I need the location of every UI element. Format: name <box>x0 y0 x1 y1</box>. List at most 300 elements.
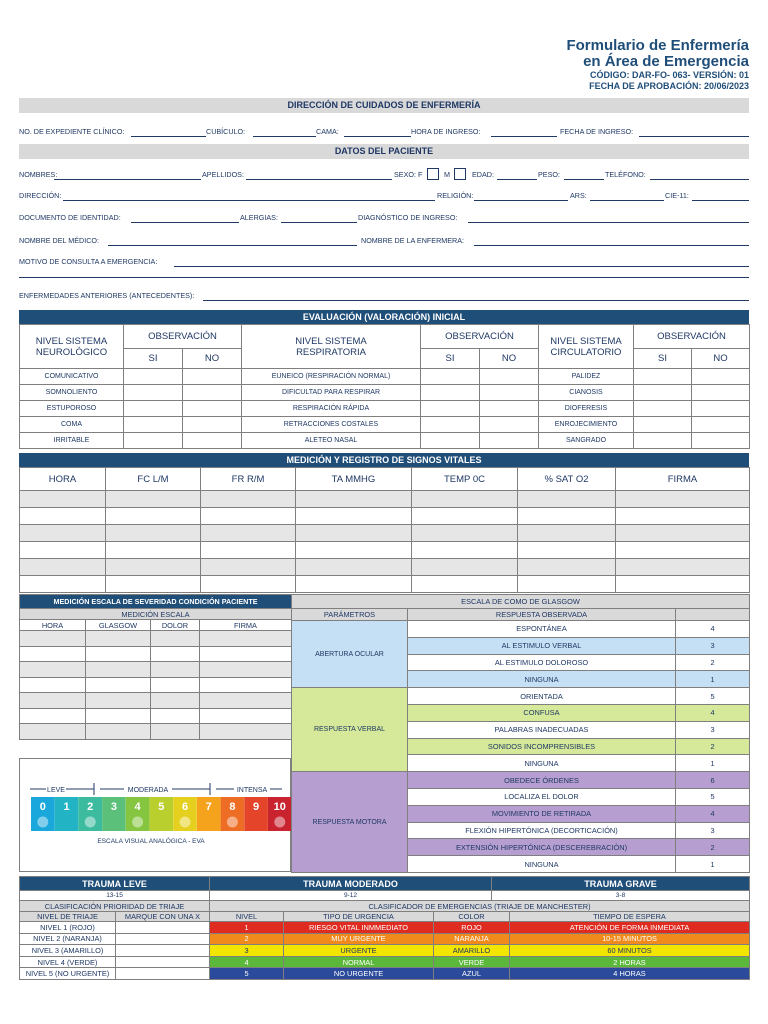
form-title-line1: Formulario de Enfermería <box>566 37 749 54</box>
triaje-n: 1 <box>210 922 284 934</box>
glasgow-score: 1 <box>676 671 750 688</box>
signos-cell[interactable] <box>616 559 750 576</box>
resp-no-header: NO <box>480 349 539 369</box>
glasgow-response: ESPONTÁNEA <box>408 621 676 638</box>
glasgow-score: 4 <box>676 805 750 822</box>
hora-ingreso-field[interactable] <box>491 136 557 137</box>
circ-no-header: NO <box>692 349 750 369</box>
eva-scale <box>19 758 291 872</box>
edad-label: EDAD: <box>472 170 494 179</box>
eva-number: 5 <box>158 801 165 813</box>
signos-col-header: % SAT O2 <box>518 468 616 491</box>
glasgow-response: FLEXIÓN HIPERTÓNICA (DECORTICACIÓN) <box>408 822 676 839</box>
medico-label: NOMBRE DEL MÉDICO: <box>19 236 100 245</box>
signos-title: MEDICIÓN Y REGISTRO DE SIGNOS VITALES <box>19 453 749 467</box>
glasgow-response: NINGUNA <box>408 671 676 688</box>
severidad-row <box>20 662 292 678</box>
eva-svg <box>20 759 292 873</box>
cubiculo-field[interactable] <box>253 136 316 137</box>
signos-row <box>20 491 750 508</box>
documento-field[interactable] <box>131 222 239 223</box>
signos-cell[interactable] <box>106 508 201 525</box>
signos-cell[interactable] <box>106 491 201 508</box>
telefono-field[interactable] <box>650 179 749 180</box>
signos-row <box>20 508 750 525</box>
motivo-field[interactable] <box>174 266 749 267</box>
signos-cell[interactable] <box>412 542 518 559</box>
eva-moderada-label: MODERADA <box>127 787 169 794</box>
signos-cell[interactable] <box>20 508 106 525</box>
glasgow-score: 3 <box>676 637 750 654</box>
triaje-n: 5 <box>210 968 284 980</box>
signos-col-header: FR R/M <box>201 468 296 491</box>
resp-no-cell[interactable] <box>480 401 539 417</box>
signos-cell[interactable] <box>412 576 518 593</box>
enfermera-label: NOMBRE DE LA ENFERMERA: <box>361 236 465 245</box>
severidad-cell[interactable] <box>200 662 292 678</box>
signos-cell[interactable] <box>412 559 518 576</box>
enfermedades-label: ENFERMEDADES ANTERIORES (ANTECEDENTES): <box>19 291 195 300</box>
signos-cell[interactable] <box>518 559 616 576</box>
signos-cell[interactable] <box>296 491 412 508</box>
apellidos-label: APELLIDOS: <box>202 170 244 179</box>
circ-no-cell[interactable] <box>692 417 750 433</box>
triaje-nivel: NIVEL 4 (VERDE) <box>20 956 116 968</box>
severidad-col-header: DOLOR <box>151 620 200 631</box>
neuro-si-cell[interactable] <box>124 433 183 449</box>
severidad-col-header: HORA <box>20 620 86 631</box>
diagnostico-field[interactable] <box>468 222 749 223</box>
neuro-si-cell[interactable] <box>124 385 183 401</box>
circ-si-cell[interactable] <box>634 417 692 433</box>
triaje-left-col-header: MARQUE CON UNA X <box>116 912 210 922</box>
direccion-field[interactable] <box>63 200 435 201</box>
signos-col-header: FC L/M <box>106 468 201 491</box>
severidad-cell[interactable] <box>151 662 200 678</box>
signos-cell[interactable] <box>518 525 616 542</box>
signos-cell[interactable] <box>296 559 412 576</box>
resp-si-cell[interactable] <box>421 401 480 417</box>
triaje-row <box>20 945 750 957</box>
severidad-cell[interactable] <box>200 646 292 662</box>
eva-number: 7 <box>205 801 212 813</box>
signos-cell[interactable] <box>518 491 616 508</box>
severidad-col-header: FIRMA <box>200 620 292 631</box>
glasgow-row <box>292 772 750 789</box>
glasgow-score: 2 <box>676 738 750 755</box>
glasgow-score: 6 <box>676 772 750 789</box>
signos-cell[interactable] <box>412 491 518 508</box>
severidad-cell[interactable] <box>200 677 292 693</box>
triaje-n: 2 <box>210 933 284 945</box>
evaluacion-row <box>20 433 750 449</box>
circ-si-cell[interactable] <box>634 433 692 449</box>
cie-field[interactable] <box>692 200 749 201</box>
cama-label: CAMA: <box>316 127 339 136</box>
triaje-color: NARANJA <box>434 933 510 945</box>
signos-cell[interactable] <box>616 576 750 593</box>
resp-observacion: OBSERVACIÓN <box>421 325 539 349</box>
triaje-tipo: NO URGENTE <box>284 968 434 980</box>
signos-col-header: TA MMHG <box>296 468 412 491</box>
form-row-motivo <box>19 257 749 269</box>
neuro-no-cell[interactable] <box>183 385 242 401</box>
resp-si-header: SI <box>421 349 480 369</box>
signos-cell[interactable] <box>20 559 106 576</box>
triaje-color: AZUL <box>434 968 510 980</box>
signos-cell[interactable] <box>201 491 296 508</box>
triaje-mark-cell[interactable] <box>116 968 210 980</box>
eva-number: 2 <box>87 801 94 813</box>
signos-cell[interactable] <box>296 542 412 559</box>
triaje-tipo: RIESGO VITAL INMMEDIATO <box>284 922 434 934</box>
form-row-expediente <box>19 127 749 139</box>
resp-item-label: DIFICULTAD PARA RESPIRAR <box>242 385 421 401</box>
sexo-m-label: M <box>444 170 450 179</box>
glasgow-motora-label: RESPUESTA MOTORA <box>292 772 408 873</box>
triaje-n: 4 <box>210 956 284 968</box>
motivo-field-line2[interactable] <box>19 277 749 278</box>
diagnostico-label: DIAGNÓSTICO DE INGRESO: <box>358 213 458 222</box>
evaluacion-row <box>20 417 750 433</box>
triaje-color: VERDE <box>434 956 510 968</box>
peso-label: PESO: <box>538 170 560 179</box>
severidad-row <box>20 646 292 662</box>
severidad-sub: MEDICIÓN ESCALA <box>20 609 292 620</box>
signos-cell[interactable] <box>106 525 201 542</box>
direccion-label: DIRECCIÓN: <box>19 191 62 200</box>
glasgow-param-header: PARÁMETROS <box>292 609 408 621</box>
signos-cell[interactable] <box>412 508 518 525</box>
nombres-field[interactable] <box>54 179 201 180</box>
severidad-cell[interactable] <box>20 646 86 662</box>
severidad-cell[interactable] <box>86 646 151 662</box>
signos-row <box>20 559 750 576</box>
face-icon <box>227 817 238 828</box>
glasgow-response: SONIDOS INCOMPRENSIBLES <box>408 738 676 755</box>
triaje-row <box>20 922 750 934</box>
form-title-line2: en Área de Emergencia <box>583 53 749 70</box>
severidad-cell[interactable] <box>151 631 200 647</box>
severidad-title: MEDICIÓN ESCALA DE SEVERIDAD CONDICIÓN PACIENTE <box>20 595 292 609</box>
cama-field[interactable] <box>344 136 411 137</box>
severidad-cell[interactable] <box>151 708 200 724</box>
severidad-row <box>20 708 292 724</box>
ars-field[interactable] <box>590 200 664 201</box>
severidad-cell[interactable] <box>200 724 292 740</box>
face-icon <box>85 817 96 828</box>
resp-si-cell[interactable] <box>421 369 480 385</box>
signos-cell[interactable] <box>20 525 106 542</box>
eva-leve-label: LEVE <box>47 787 65 794</box>
triaje-color: AMARILLO <box>434 945 510 957</box>
signos-cell[interactable] <box>616 525 750 542</box>
triaje-left-title: CLASIFICACIÓN PRIORIDAD DE TRIAJE <box>20 901 210 912</box>
signos-cell[interactable] <box>412 525 518 542</box>
severidad-cell[interactable] <box>151 693 200 709</box>
severidad-row <box>20 631 292 647</box>
form-header <box>566 38 749 92</box>
glasgow-ocular-label: ABERTURA OCULAR <box>292 621 408 688</box>
glasgow-score: 3 <box>676 721 750 738</box>
glasgow-score: 4 <box>676 704 750 721</box>
alergias-label: ALERGIAS: <box>240 213 278 222</box>
resp-no-cell[interactable] <box>480 369 539 385</box>
circ-no-cell[interactable] <box>692 385 750 401</box>
glasgow-response: PALABRAS INADECUADAS <box>408 721 676 738</box>
triaje-tiempo: 2 HORAS <box>510 956 750 968</box>
glasgow-score: 5 <box>676 688 750 705</box>
trauma-grave-range: 3-8 <box>492 891 750 901</box>
trauma-leve-range: 13-15 <box>20 891 210 901</box>
circ-si-cell[interactable] <box>634 401 692 417</box>
triaje-row <box>20 933 750 945</box>
triaje-mark-cell[interactable] <box>116 945 210 957</box>
signos-cell[interactable] <box>201 542 296 559</box>
fecha-ingreso-field[interactable] <box>639 136 749 137</box>
section-direccion: DIRECCIÓN DE CUIDADOS DE ENFERMERÍA <box>19 98 749 113</box>
sexo-m-checkbox[interactable] <box>454 168 466 180</box>
apellidos-field[interactable] <box>246 179 392 180</box>
severidad-cell[interactable] <box>200 693 292 709</box>
face-icon <box>37 817 48 828</box>
severidad-cell[interactable] <box>200 631 292 647</box>
severidad-cell[interactable] <box>151 646 200 662</box>
severidad-cell[interactable] <box>20 708 86 724</box>
neuro-no-cell[interactable] <box>183 417 242 433</box>
trauma-leve: TRAUMA LEVE <box>20 877 210 891</box>
severidad-cell[interactable] <box>200 708 292 724</box>
eva-intensa-label: INTENSA <box>236 787 268 794</box>
enfermera-field[interactable] <box>474 245 749 246</box>
circ-no-cell[interactable] <box>692 401 750 417</box>
triaje-tiempo: 10-15 MINUTOS <box>510 933 750 945</box>
neuro-no-cell[interactable] <box>183 369 242 385</box>
triaje-mark-cell[interactable] <box>116 922 210 934</box>
eva-number: 3 <box>110 801 117 813</box>
neuro-no-cell[interactable] <box>183 401 242 417</box>
severidad-cell[interactable] <box>151 724 200 740</box>
triaje-tipo: URGENTE <box>284 945 434 957</box>
severidad-cell[interactable] <box>86 677 151 693</box>
signos-col-header: TEMP 0C <box>412 468 518 491</box>
neuro-no-cell[interactable] <box>183 433 242 449</box>
neuro-observacion: OBSERVACIÓN <box>124 325 242 349</box>
triaje-nivel: NIVEL 2 (NARANJA) <box>20 933 116 945</box>
glasgow-score: 4 <box>676 621 750 638</box>
glasgow-response: LOCALIZA EL DOLOR <box>408 788 676 805</box>
severidad-cell[interactable] <box>20 724 86 740</box>
ars-label: ARS: <box>570 191 587 200</box>
severidad-cell[interactable] <box>20 662 86 678</box>
signos-cell[interactable] <box>616 542 750 559</box>
glasgow-score: 2 <box>676 654 750 671</box>
signos-row <box>20 525 750 542</box>
signos-row <box>20 576 750 593</box>
eva-number: 4 <box>134 801 141 813</box>
severidad-cell[interactable] <box>86 693 151 709</box>
severidad-cell[interactable] <box>20 677 86 693</box>
evaluacion-row <box>20 401 750 417</box>
hora-ingreso-label: HORA DE INGRESO: <box>411 127 481 136</box>
form-row-documento <box>19 213 749 225</box>
glasgow-response: AL ESTIMULO VERBAL <box>408 637 676 654</box>
signos-cell[interactable] <box>616 508 750 525</box>
triaje-row <box>20 956 750 968</box>
circ-item-label: CIANOSIS <box>539 385 634 401</box>
resp-no-cell[interactable] <box>480 385 539 401</box>
glasgow-score: 2 <box>676 839 750 856</box>
neuro-si-header: SI <box>124 349 183 369</box>
motivo-label: MOTIVO DE CONSULTA A EMERGENCIA: <box>19 257 158 266</box>
eva-number: 10 <box>273 801 286 813</box>
form-row-direccion <box>19 191 749 203</box>
triaje-tiempo: ATENCIÓN DE FORMA INMEDIATA <box>510 922 750 934</box>
signos-cell[interactable] <box>201 525 296 542</box>
resp-item-label: EUNEICO (RESPIRACIÓN NORMAL) <box>242 369 421 385</box>
neuro-no-header: NO <box>183 349 242 369</box>
severidad-cell[interactable] <box>151 677 200 693</box>
eva-number: 8 <box>229 801 236 813</box>
documento-label: DOCUMENTO DE IDENTIDAD: <box>19 213 121 222</box>
neuro-item-label: COMA <box>20 417 124 433</box>
signos-cell[interactable] <box>106 542 201 559</box>
neuro-item-label: ESTUPOROSO <box>20 401 124 417</box>
evaluacion-row <box>20 385 750 401</box>
medico-field[interactable] <box>108 245 357 246</box>
neuro-si-cell[interactable] <box>124 417 183 433</box>
glasgow-score: 1 <box>676 755 750 772</box>
eva-caption: ESCALA VISUAL ANALÓGICA - EVA <box>97 838 205 845</box>
evaluacion-title: EVALUACIÓN (VALORACIÓN) INICIAL <box>19 310 749 324</box>
glasgow-title: ESCALA DE COMO DE GLASGOW <box>292 595 750 609</box>
signos-col-header: FIRMA <box>616 468 750 491</box>
signos-cell[interactable] <box>106 559 201 576</box>
signos-col-header: HORA <box>20 468 106 491</box>
triaje-right-col-header: COLOR <box>434 912 510 922</box>
section-datos-paciente: DATOS DEL PACIENTE <box>19 144 749 159</box>
triaje-tiempo: 4 HORAS <box>510 968 750 980</box>
severidad-row <box>20 677 292 693</box>
signos-cell[interactable] <box>201 508 296 525</box>
signos-cell[interactable] <box>518 576 616 593</box>
religion-field[interactable] <box>474 200 568 201</box>
resp-item-label: RETRACCIONES COSTALES <box>242 417 421 433</box>
signos-cell[interactable] <box>518 542 616 559</box>
resp-si-cell[interactable] <box>421 385 480 401</box>
circ-si-cell[interactable] <box>634 369 692 385</box>
alergias-field[interactable] <box>281 222 357 223</box>
glasgow-response: AL ESTIMULO DOLOROSO <box>408 654 676 671</box>
glasgow-response: OBEDECE ÓRDENES <box>408 772 676 789</box>
approval-date: FECHA DE APROBACIÓN: 20/06/2023 <box>589 81 749 91</box>
neuro-item-label: IRRITABLE <box>20 433 124 449</box>
circ-si-cell[interactable] <box>634 385 692 401</box>
severidad-cell[interactable] <box>20 693 86 709</box>
glasgow-response: NINGUNA <box>408 856 676 873</box>
signos-cell[interactable] <box>106 576 201 593</box>
neuro-si-cell[interactable] <box>124 401 183 417</box>
expediente-label: NO. DE EXPEDIENTE CLÍNICO: <box>19 127 125 136</box>
signos-cell[interactable] <box>518 508 616 525</box>
glasgow-table <box>291 594 750 873</box>
glasgow-score: 3 <box>676 822 750 839</box>
evaluacion-table <box>19 324 750 449</box>
fecha-ingreso-label: FECHA DE INGRESO: <box>560 127 634 136</box>
eva-number: 1 <box>63 801 70 813</box>
cie-label: CIE-11: <box>665 191 689 200</box>
resp-si-cell[interactable] <box>421 417 480 433</box>
trauma-moderado-range: 9-12 <box>210 891 492 901</box>
eva-number: 6 <box>181 801 189 813</box>
severidad-cell[interactable] <box>86 724 151 740</box>
signos-cell[interactable] <box>20 491 106 508</box>
severidad-cell[interactable] <box>86 631 151 647</box>
face-icon <box>180 817 191 828</box>
eva-number: 9 <box>253 801 260 813</box>
resp-no-cell[interactable] <box>480 417 539 433</box>
signos-cell[interactable] <box>201 559 296 576</box>
nombres-label: NOMBRES: <box>19 170 58 179</box>
signos-cell[interactable] <box>296 576 412 593</box>
form-row-nombres <box>19 170 749 182</box>
triaje-nivel: NIVEL 1 (ROJO) <box>20 922 116 934</box>
neuro-header: NIVEL SISTEMA NEUROLÓGICO <box>20 325 124 369</box>
face-icon <box>274 817 285 828</box>
cubiculo-label: CUBÍCULO: <box>206 127 246 136</box>
enfermedades-field[interactable] <box>203 300 749 301</box>
glasgow-row <box>292 621 750 638</box>
glasgow-response: NINGUNA <box>408 755 676 772</box>
resp-item-label: ALETEO NASAL <box>242 433 421 449</box>
circ-si-header: SI <box>634 349 692 369</box>
signos-cell[interactable] <box>616 491 750 508</box>
signos-cell[interactable] <box>20 542 106 559</box>
peso-field[interactable] <box>564 179 604 180</box>
resp-si-cell[interactable] <box>421 433 480 449</box>
circ-no-cell[interactable] <box>692 369 750 385</box>
triaje-mark-cell[interactable] <box>116 956 210 968</box>
severidad-cell[interactable] <box>86 708 151 724</box>
telefono-label: TELÉFONO: <box>605 170 646 179</box>
circ-no-cell[interactable] <box>692 433 750 449</box>
triaje-right-col-header: NIVEL <box>210 912 284 922</box>
edad-field[interactable] <box>497 179 537 180</box>
triaje-tiempo: 60 MINUTOS <box>510 945 750 957</box>
glasgow-response: ORIENTADA <box>408 688 676 705</box>
neuro-item-label: SOMNOLIENTO <box>20 385 124 401</box>
signos-cell[interactable] <box>296 525 412 542</box>
expediente-field[interactable] <box>131 136 206 137</box>
triaje-tipo: NORMAL <box>284 956 434 968</box>
neuro-si-cell[interactable] <box>124 369 183 385</box>
signos-cell[interactable] <box>296 508 412 525</box>
form-row-medico <box>19 236 749 248</box>
resp-no-cell[interactable] <box>480 433 539 449</box>
resp-item-label: RESPIRACIÓN RÁPIDA <box>242 401 421 417</box>
sexo-f-checkbox[interactable] <box>427 168 439 180</box>
severidad-cell[interactable] <box>20 631 86 647</box>
circ-item-label: PALIDEZ <box>539 369 634 385</box>
signos-cell[interactable] <box>201 576 296 593</box>
glasgow-row <box>292 688 750 705</box>
face-icon <box>132 817 143 828</box>
resp-header: NIVEL SISTEMA RESPIRATORIA <box>242 325 421 369</box>
signos-cell[interactable] <box>20 576 106 593</box>
severidad-cell[interactable] <box>86 662 151 678</box>
triaje-mark-cell[interactable] <box>116 933 210 945</box>
triaje-right-col-header: TIEMPO DE ESPERA <box>510 912 750 922</box>
